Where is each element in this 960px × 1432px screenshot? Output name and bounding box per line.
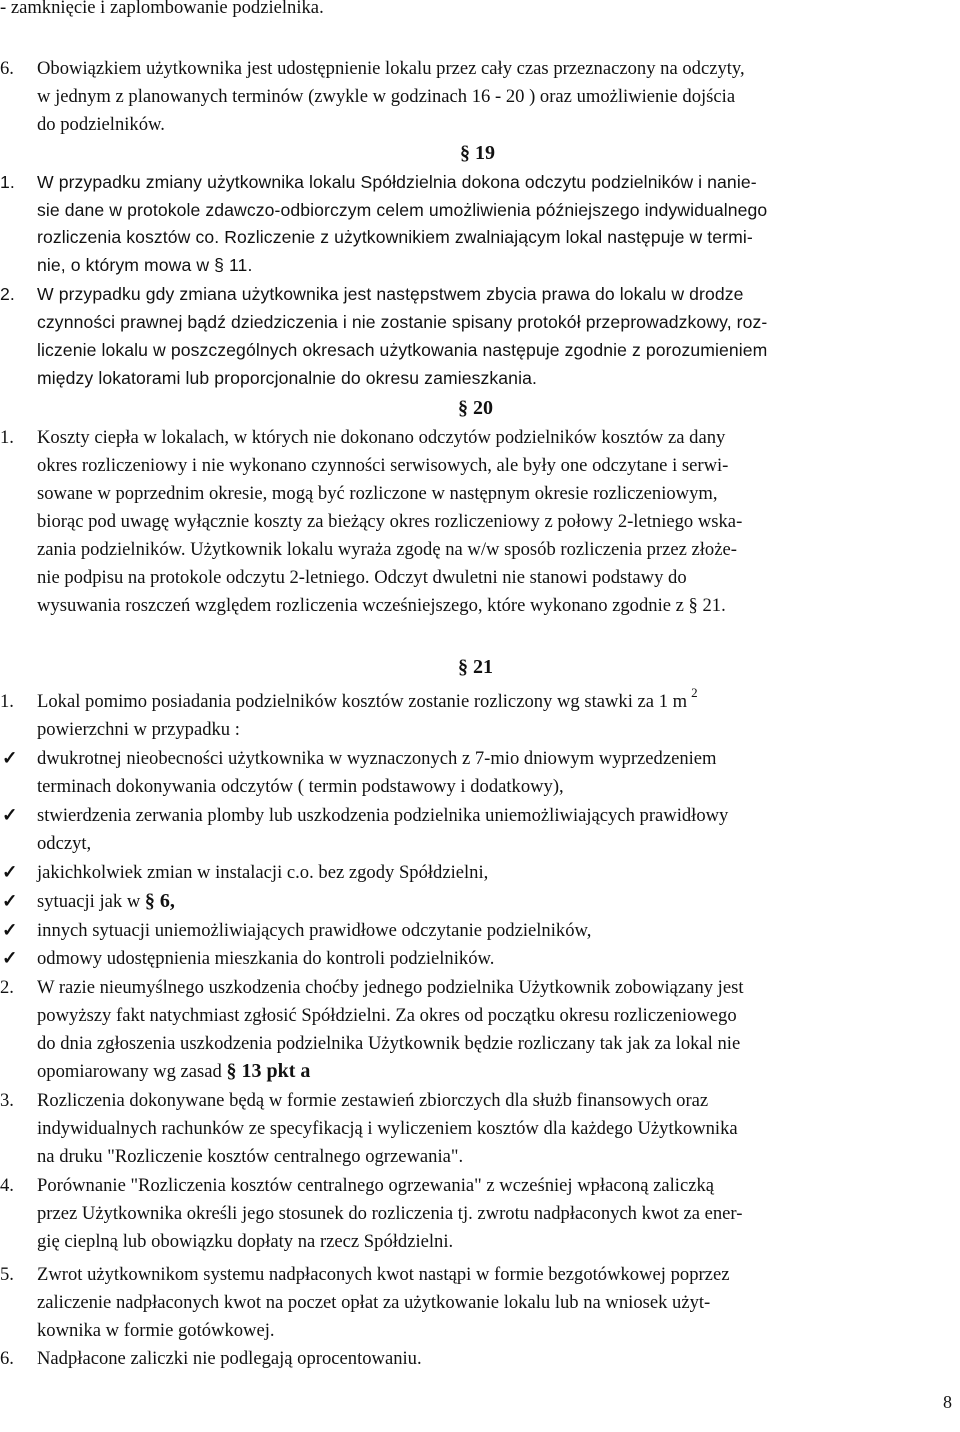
text-line: na druku "Rozliczenie kosztów centralnego ogrzewania". [37, 1146, 464, 1167]
item-number: 2. [0, 977, 14, 998]
checkmark-icon: ✓ [2, 862, 18, 883]
item-number: 5. [0, 1264, 14, 1285]
text-line: powierzchni w przypadku : [37, 719, 240, 740]
checkmark-icon: ✓ [2, 748, 18, 769]
section-reference: § 6, [144, 890, 175, 912]
text-line: sie dane w protokole zdawczo-odbiorczym celem umożliwienia późniejszego indywidualnego [37, 200, 768, 220]
item-number: 2. [0, 284, 15, 304]
item-number: 6. [0, 58, 14, 79]
item-number: 1. [0, 427, 14, 448]
text-line: stwierdzenia zerwania plomby lub uszkodzenia podzielnika uniemożliwiających prawidłowy [37, 805, 729, 826]
text-line: W przypadku gdy zmiana użytkownika jest następstwem zbycia prawa do lokalu w drodze [37, 284, 744, 304]
text-line: Rozliczenia dokonywane będą w formie zestawień zbiorczych dla służb finansowych oraz [37, 1090, 709, 1111]
text-line: okres rozliczeniowy i nie wykonano czynności serwisowych, ale były one odczytane i serwi- [37, 455, 729, 476]
text-line: Rozliczenie z użytkownikiem zwalniającym lokal następuje w termi- [224, 227, 753, 247]
checkmark-icon: ✓ [2, 948, 18, 969]
text-line: do podzielników. [37, 114, 165, 135]
item-number: 4. [0, 1175, 14, 1196]
closing-line [0, 0, 324, 21]
text-line: Nadpłacone zaliczki nie podlegają oprocentowaniu. [37, 1348, 422, 1369]
text-line: W razie nieumyślnego uszkodzenia choćby jednego podzielnika Użytkownik zobowiązany jest [37, 977, 744, 998]
text-line: czynności prawnej bądź dziedziczenia i nie zostanie spisany protokół przeprowadzkowy, roz- [37, 312, 768, 332]
text-line: Porównanie "Rozliczenia kosztów centralnego ogrzewania" z wcześniej wpłaconą zaliczką [37, 1175, 715, 1196]
text-line: Zwrot użytkownikom systemu nadpłaconych kwot nastąpi w formie bezgotówkowej poprzez [37, 1264, 730, 1285]
text-line: - zamknięcie i zaplombowanie podzielnika. [0, 0, 324, 18]
text-line: jakichkolwiek zmian w instalacji c.o. bez zgody Spółdzielni, [37, 862, 489, 883]
text-line: liczenie lokalu w poszczególnych okresach użytkowania następuje zgodnie z porozumieniem [37, 340, 768, 360]
text-line: sowane w poprzednim okresie, mogą być rozliczone w następnym okresie rozliczeniowym, [37, 483, 718, 504]
section-heading-19: § 19 [460, 142, 495, 164]
text-line: dwukrotnej nieobecności użytkownika w wyznaczonych z 7-mio dniowym wyprzedzeniem [37, 748, 717, 769]
item-number: 1. [0, 691, 14, 712]
item-number: 1. [0, 172, 15, 192]
superscript: 2 [691, 685, 698, 700]
text-line: nie, o którym mowa w § 11. [37, 255, 253, 275]
text-line: Lokal pomimo posiadania podzielników kosztów zostanie rozliczony wg stawki za 1 m [37, 691, 688, 712]
text-line: terminach dokonywania odczytów ( termin podstawowy i dodatkowy), [37, 776, 564, 797]
text-line: Obowiązkiem użytkownika jest udostępnienie lokalu przez cały czas przeznaczony na odczyty, [37, 58, 745, 79]
text-line: rozliczenia kosztów co. [37, 227, 225, 247]
text-line: wysuwania roszczeń względem rozliczenia wcześniejszego, które wykonano zgodnie z § 21. [37, 595, 726, 616]
text-line: przez Użytkownika określi jego stosunek do rozliczenia tj. zwrotu nadpłaconych kwot za ener- [37, 1203, 743, 1224]
section-heading-21: § 21 [458, 656, 493, 678]
text-line: zaliczenie nadpłaconych kwot na poczet opłat za użytkowanie lokalu lub na wniosek użyt- [37, 1292, 711, 1313]
item-number: 3. [0, 1090, 14, 1111]
text-line: do dnia zgłoszenia uszkodzenia podzielnika Użytkownik będzie rozliczany tak jak za lokal nie [37, 1033, 741, 1054]
text-line: w jednym z planowanych terminów (zwykle w godzinach 16 - 20 ) oraz umożliwienie dojścia [37, 86, 736, 107]
section-heading-20: § 20 [458, 397, 493, 419]
text-line: biorąc pod uwagę wyłącznie koszty za bieżący okres rozliczeniowy z połowy 2-letniego wska- [37, 511, 743, 532]
text-line: zania podzielników. Użytkownik lokalu wyraża zgodę na w/w sposób rozliczenia przez złoże- [37, 539, 737, 560]
text-line: odmowy udostępnienia mieszkania do kontroli podzielników. [37, 948, 495, 969]
paragraph-6 [0, 55, 960, 82]
text-line: Koszty ciepła w lokalach, w których nie dokonano odczytów podzielników kosztów za dany [37, 427, 726, 448]
text-line: odczyt, [37, 833, 92, 854]
item-number: 6. [0, 1348, 14, 1369]
text-line: opomiarowany wg zasad [37, 1061, 227, 1082]
text-line: gię cieplną lub obowiązku dopłaty na rzecz Spółdzielni. [37, 1231, 454, 1252]
checkmark-icon: ✓ [2, 805, 18, 826]
checkmark-icon: ✓ [2, 891, 18, 912]
text-line: nie podpisu na protokole odczytu 2-letniego. Odczyt dwuletni nie stanowi podstawy do [37, 567, 687, 588]
text-line: kownika w formie gotówkowej. [37, 1320, 275, 1341]
page-number: 8 [943, 1392, 952, 1412]
text-line: sytuacji jak w [37, 891, 145, 912]
text-line: powyższy fakt natychmiast zgłosić Spółdzielni. Za okres od początku okresu rozliczeniowego [37, 1005, 737, 1026]
checkmark-icon: ✓ [2, 920, 18, 941]
text-line: indywidualnych rachunków ze specyfikacją i wyliczeniem kosztów dla każdego Użytkownika [37, 1118, 738, 1139]
section-reference: § 13 pkt a [226, 1060, 311, 1082]
text-line: W przypadku zmiany użytkownika lokalu Spółdzielnia dokona odczytu podzielników i nanie- [37, 172, 757, 192]
text-line: innych sytuacji uniemożliwiających prawidłowe odczytanie podzielników, [37, 920, 592, 941]
text-line: między lokatorami lub proporcjonalnie do okresu zamieszkania. [37, 368, 537, 388]
